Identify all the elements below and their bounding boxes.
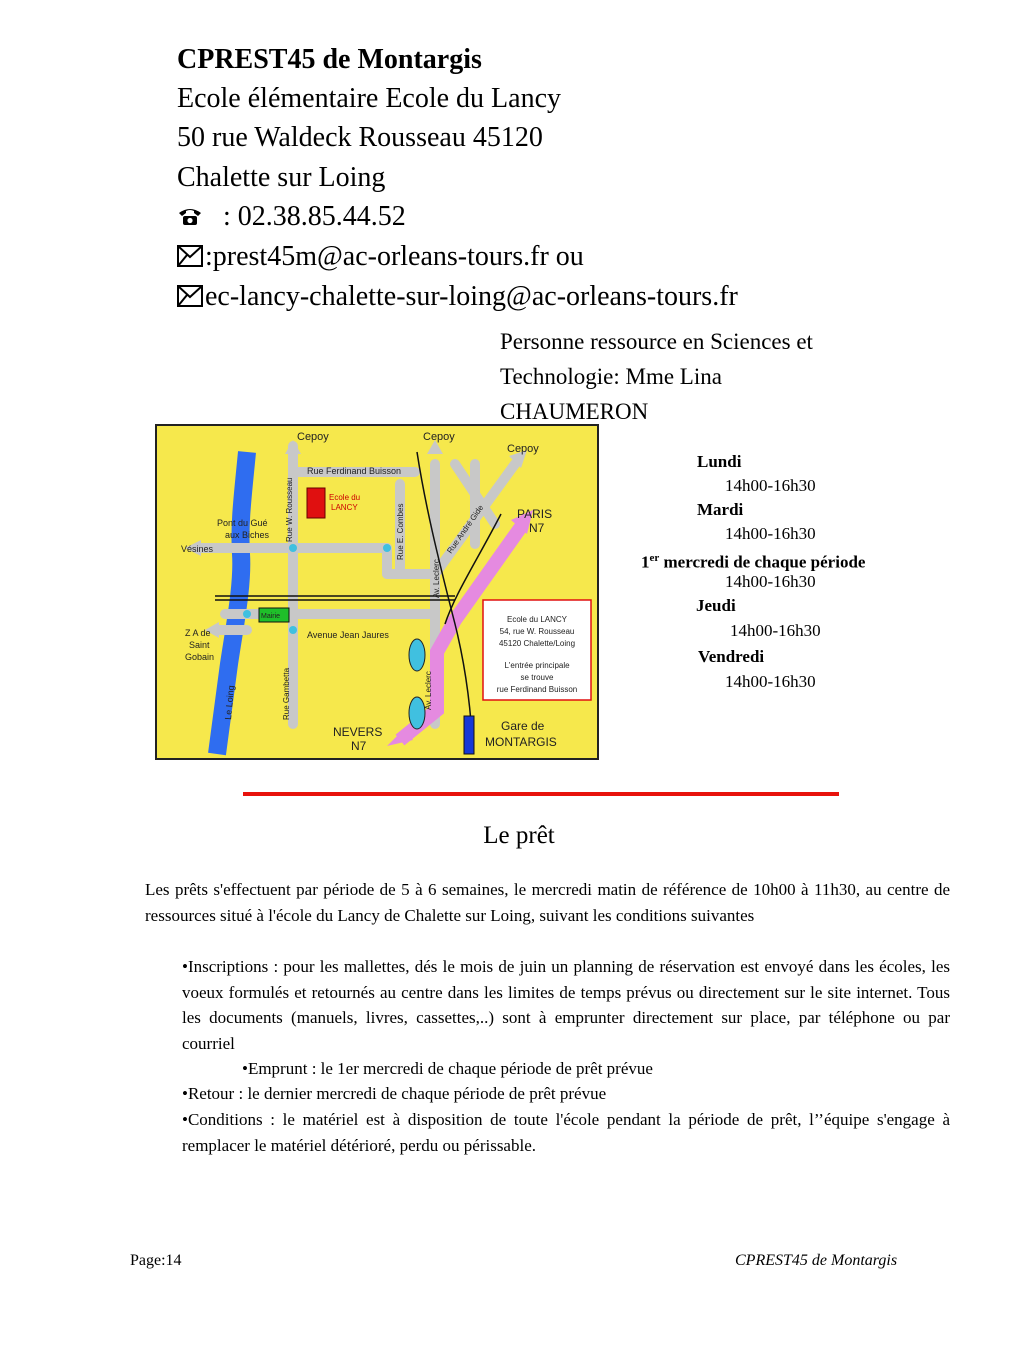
email-line-1 — [177, 237, 584, 277]
label-rue-ferdinand: Rue Ferdinand Buisson — [307, 466, 402, 476]
resource-line-3: CHAUMERON — [500, 399, 649, 424]
school-address: 50 rue Waldeck Rousseau 45120 — [177, 122, 543, 153]
label-paris-1: PARIS — [517, 507, 553, 521]
label-le-loing: Le Loing — [223, 684, 237, 721]
schedule-mercredi: 1er mercredi de chaque période — [641, 552, 866, 572]
label-pont-1: Pont du Gué — [217, 518, 268, 528]
schedule-vendredi: Vendredi — [698, 647, 765, 666]
email-secondary[interactable]: ec-lancy-chalette-sur-loing@ac-orleans-tours.fr — [205, 281, 738, 312]
schedule-lundi: Lundi — [697, 452, 742, 471]
label-za-2: Saint — [189, 640, 210, 650]
box-line-2: 54, rue W. Rousseau — [499, 627, 575, 636]
resource-line-1: Personne ressource en Sciences et — [500, 329, 813, 354]
email-primary[interactable]: :prest45m@ac-orleans-tours.fr ou — [205, 241, 584, 272]
label-nevers-2: N7 — [351, 739, 367, 753]
box-line-3: 45120 Chalette/Loing — [498, 639, 576, 648]
label-rue-gide: Rue André Gide — [445, 503, 486, 556]
schedule-jeudi-hours: 14h00-16h30 — [730, 621, 821, 640]
schedule-mardi-hours: 14h00-16h30 — [725, 524, 816, 543]
intro-paragraph: Les prêts s'effectuent par période de 5 à 6 semaines, le mercredi matin de référence de 10h00 à 11h30, au centre de ressources situé à l'école du Lancy de Chalette sur Loing, suivant les conditions suivantes — [145, 880, 950, 925]
label-za-3: Gobain — [185, 652, 215, 662]
schedule-vendredi-hours: 14h00-16h30 — [725, 672, 816, 691]
box-line-6: rue Ferdinand Buisson — [496, 685, 578, 694]
label-paris-2: N7 — [529, 521, 545, 535]
label-nevers-1: NEVERS — [333, 725, 383, 739]
box-line-4: L'entrée principale — [504, 661, 570, 670]
school-city: Chalette sur Loing — [177, 162, 386, 193]
phone-number: : 02.38.85.44.52 — [223, 201, 406, 232]
phone-line — [177, 197, 406, 237]
conditions-paragraph: •Conditions : le matériel est à disposition de toute l'école pendant la période de prêt, l’’équipe s'engage à remplacer le matériel détérioré, perdu ou périssable. — [182, 1110, 950, 1155]
telephone-icon — [177, 199, 203, 221]
mail-icon — [177, 279, 203, 301]
header-title: CPREST45 de Montargis — [177, 44, 482, 75]
resource-person — [500, 324, 920, 429]
inscriptions-paragraph: •Inscriptions : pour les mallettes, dés le mois de juin un planning de réservation est envoyé dans les écoles, les voeux formulés et retournés au centre dans les limites de temps prévus ou directement sur le site internet. Tous les documents (manuels, livres, cassettes,..) sont à emprunter directement sur place, par téléphone ou par courriel — [182, 957, 950, 1053]
label-av-leclerc-1: Av. Leclerc — [432, 559, 441, 598]
label-rue-gambetta: Rue Gambetta — [282, 667, 291, 720]
label-cepoy-2: Cepoy — [423, 431, 455, 443]
section-title: Le prêt — [483, 822, 555, 849]
label-vesines: Vésines — [181, 544, 214, 554]
emprunt-item: •Emprunt : le 1er mercredi de chaque période de prêt prévue — [242, 1059, 653, 1078]
label-gare-2: MONTARGIS — [485, 735, 557, 749]
resource-line-2: Technologie: Mme Lina — [500, 364, 722, 389]
label-rue-combes: Rue E. Combes — [396, 503, 405, 560]
label-cepoy-3: Cepoy — [507, 443, 539, 455]
school-name: Ecole élémentaire Ecole du Lancy — [177, 83, 562, 114]
label-ecole-2: LANCY — [331, 503, 358, 512]
box-line-5: se trouve — [520, 673, 554, 682]
retour-item: •Retour : le dernier mercredi de chaque période de prêt prévue — [182, 1084, 607, 1103]
school-building — [307, 488, 325, 518]
label-av-leclerc-2: Av. Leclerc — [424, 671, 433, 710]
footer-page: Page:14 — [130, 1252, 182, 1269]
label-ecole-1: Ecole du — [329, 493, 361, 502]
mail-icon — [177, 239, 203, 261]
station-marker — [464, 716, 474, 754]
label-mairie: Mairie — [261, 613, 281, 620]
label-pont-2: aux Biches — [225, 530, 270, 540]
label-cepoy-1: Cepoy — [297, 431, 329, 443]
schedule-lundi-hours: 14h00-16h30 — [725, 476, 816, 495]
label-avenue-jaures: Avenue Jean Jaures — [307, 630, 389, 640]
schedule-mardi: Mardi — [697, 500, 744, 519]
footer-org: CPREST45 de Montargis — [735, 1252, 898, 1269]
label-za-1: Z A de — [185, 628, 211, 638]
label-rue-rousseau: Rue W. Rousseau — [285, 477, 294, 542]
location-map — [155, 424, 599, 760]
box-line-1: Ecole du LANCY — [506, 615, 568, 624]
schedule-jeudi: Jeudi — [696, 596, 736, 615]
email-line-2 — [177, 277, 738, 317]
red-divider — [243, 792, 839, 796]
label-gare-1: Gare de — [501, 719, 545, 733]
schedule-mercredi-hours: 14h00-16h30 — [725, 572, 816, 591]
